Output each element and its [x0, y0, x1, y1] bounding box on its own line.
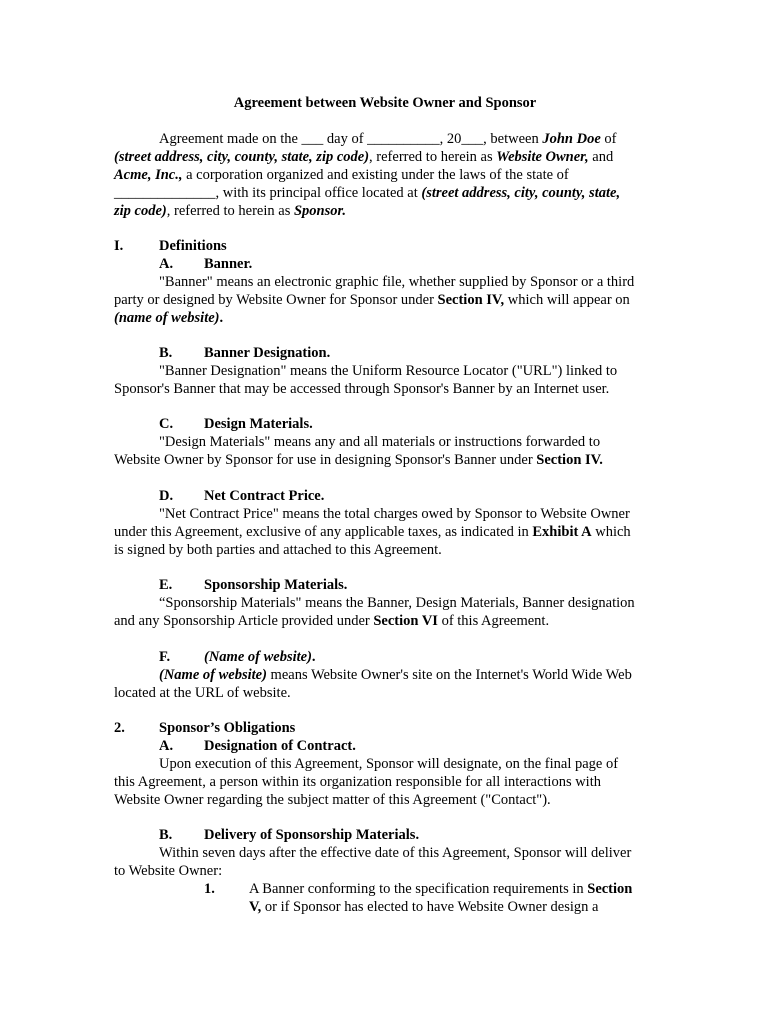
design-materials-line-1: "Design Materials" means any and all materials or instructions forwarded to	[159, 434, 601, 450]
preamble-line-3: Acme, Inc., a corporation organized and existing under the laws of the state of	[114, 167, 569, 183]
subsection-d-letter: D.	[159, 488, 174, 504]
subsection-d-title: Net Contract Price.	[204, 488, 325, 504]
banner-def-line-3: (name of website).	[114, 310, 224, 326]
subsection-b-title: Banner Designation.	[204, 345, 331, 361]
party-owner-name: John Doe	[542, 131, 601, 147]
subsection-2b-title: Delivery of Sponsorship Materials.	[204, 827, 420, 843]
subsection-2a-title: Designation of Contract.	[204, 738, 356, 754]
party-sponsor-name: Acme, Inc.,	[114, 167, 183, 183]
section-1-number: I.	[114, 238, 124, 254]
delivery-line-2: to Website Owner:	[114, 863, 223, 879]
sponsorship-materials-line-1: “Sponsorship Materials" means the Banner, Design Materials, Banner designation	[159, 595, 635, 611]
net-price-line-1: "Net Contract Price" means the total charges owed by Sponsor to Website Owner	[159, 506, 630, 522]
subsection-e-letter: E.	[159, 577, 173, 593]
subsection-f-letter: F.	[159, 649, 171, 665]
net-price-line-2: under this Agreement, exclusive of any applicable taxes, as indicated in Exhibit A which	[114, 524, 631, 540]
contact-designation-line-2: this Agreement, a person within its organization responsible for all interactions with	[114, 774, 601, 790]
subsection-c-title: Design Materials.	[204, 416, 313, 432]
delivery-line-1: Within seven days after the effective date of this Agreement, Sponsor will deliver	[159, 845, 632, 861]
list-item-1-number: 1.	[204, 881, 215, 897]
subsection-2b-letter: B.	[159, 827, 173, 843]
design-materials-line-2: Website Owner by Sponsor for use in designing Sponsor's Banner under Section IV.	[114, 452, 603, 468]
banner-designation-line-2: Sponsor's Banner that may be accessed through Sponsor's Banner by an Internet user.	[114, 381, 610, 397]
contact-designation-line-3: Website Owner regarding the subject matter of this Agreement ("Contact").	[114, 792, 551, 808]
list-item-1-line-2: V, or if Sponsor has elected to have Website Owner design a	[249, 899, 599, 915]
subsection-a-letter: A.	[159, 256, 174, 272]
banner-def-line-2: party or designed by Website Owner for Sponsor under Section IV, which will appear on	[114, 292, 630, 308]
website-def-line-2: located at the URL of website.	[114, 685, 291, 701]
subsection-2a-letter: A.	[159, 738, 174, 754]
banner-def-line-1: "Banner" means an electronic graphic file, whether supplied by Sponsor or a third	[159, 274, 635, 290]
subsection-f-title: (Name of website).	[204, 649, 316, 665]
contact-designation-line-1: Upon execution of this Agreement, Sponsor will designate, on the final page of	[159, 756, 619, 772]
subsection-c-letter: C.	[159, 416, 174, 432]
preamble-line-1: Agreement made on the ___ day of __________, 20___, between John Doe of	[159, 131, 617, 147]
section-2-number: 2.	[114, 720, 125, 736]
preamble-line-4: ______________, with its principal office located at (street address, city, county, state,	[114, 185, 621, 201]
subsection-b-letter: B.	[159, 345, 173, 361]
subsection-a-title: Banner.	[204, 256, 253, 272]
banner-designation-line-1: "Banner Designation" means the Uniform Resource Locator ("URL") linked to	[159, 363, 618, 379]
website-def-line-1: (Name of website) means Website Owner's site on the Internet's World Wide Web	[159, 667, 632, 683]
subsection-e-title: Sponsorship Materials.	[204, 577, 348, 593]
preamble-line-5: zip code), referred to herein as Sponsor.	[114, 203, 346, 219]
sponsorship-materials-line-2: and any Sponsorship Article provided under Section VI of this Agreement.	[114, 613, 550, 629]
preamble-line-2: (street address, city, county, state, zip code), referred to herein as Website Owner, and	[114, 149, 614, 165]
net-price-line-3: is signed by both parties and attached to this Agreement.	[114, 542, 442, 558]
list-item-1-line-1: A Banner conforming to the specification requirements in Section	[249, 881, 633, 897]
document-title: Agreement between Website Owner and Sponsor	[233, 95, 537, 111]
section-2-heading: Sponsor’s Obligations	[159, 720, 296, 736]
section-1-heading: Definitions	[159, 238, 227, 254]
